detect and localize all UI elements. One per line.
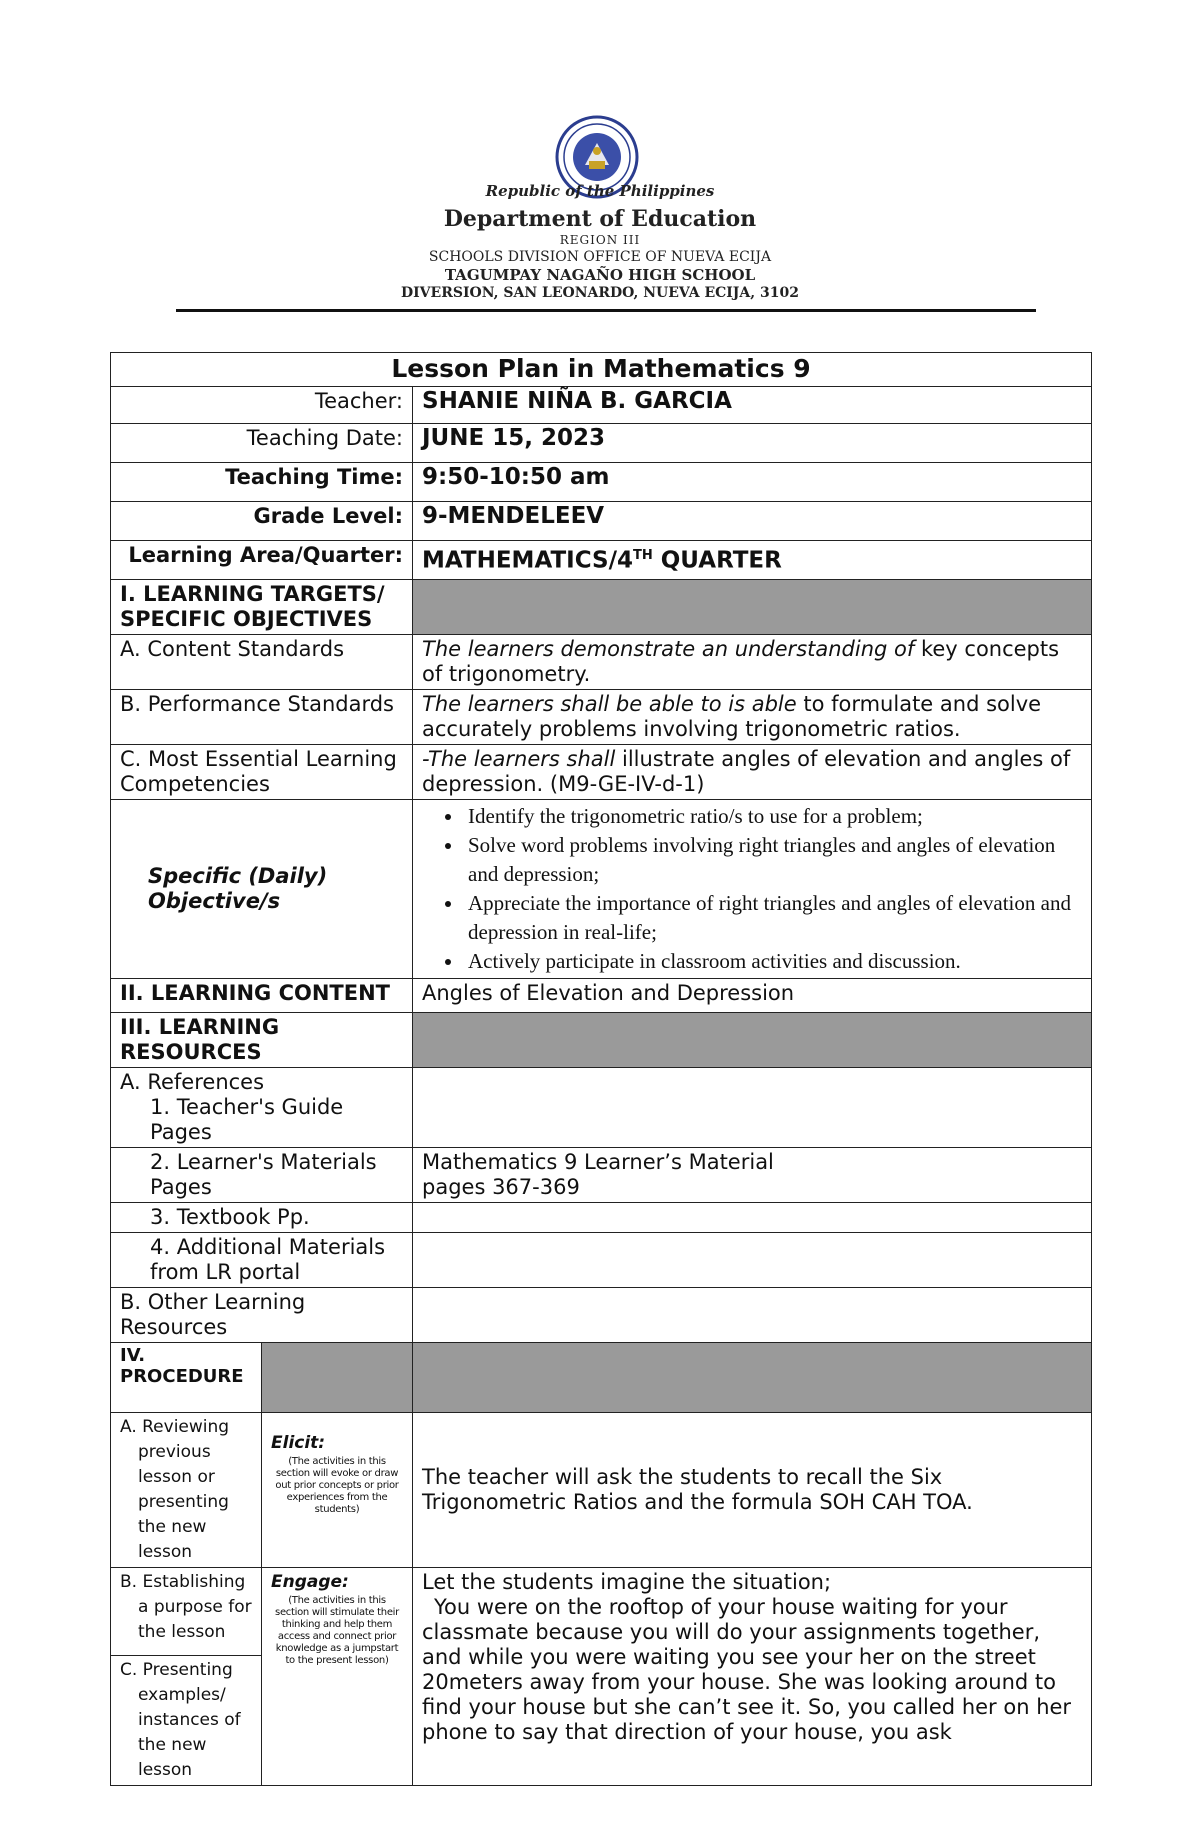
review-text: The teacher will ask the students to recall the Six Trigonometric Ratios and the formula SOH CAH TOA. <box>413 1413 1092 1568</box>
objective-item: • Solve word problems involving right triangles and angles of elevation and depression; <box>464 831 1082 889</box>
objective-item: • Appreciate the importance of right triangles and angles of elevation and depression in real-life; <box>464 889 1082 947</box>
review-label: A. Reviewing previous lesson or presenting the new lesson <box>111 1413 262 1568</box>
additional-materials-value <box>413 1233 1092 1288</box>
engage-title: Engage: <box>271 1572 349 1592</box>
textbook-value <box>413 1203 1092 1233</box>
engage-text: You were on the rooftop of your house waiting for your classmate because you will do your assignments together, and while you were waiting you see your her on the street 20meters away from your house. She was looking around to find your house but she can’t see it. So, you called her on her phone to say that direction of your house, you ask <box>422 1595 1072 1744</box>
lesson-plan-table <box>110 352 1092 1786</box>
elicit-title: Elicit: <box>271 1433 326 1453</box>
letterhead <box>0 0 1200 320</box>
address-line: DIVERSION, SAN LEONARDO, NUEVA ECIJA, 3102 <box>400 285 800 301</box>
elicit-note: (The activities in this section will evoke or draw out prior concepts or prior experiences from the students) <box>275 1456 399 1515</box>
republic-line: Republic of the Philippines <box>485 182 715 200</box>
competencies-label: C. Most Essential Learning Competencies <box>111 745 413 800</box>
content-standards-value: The learners demonstrate an understanding of key concepts of trigonometry. <box>413 635 1092 690</box>
teacher-label: Teacher: <box>111 387 413 424</box>
targets-heading: I. LEARNING TARGETS/ SPECIFIC OBJECTIVES <box>111 580 413 635</box>
procedure-heading-fill-right <box>413 1343 1092 1413</box>
other-resources-label: B. Other Learning Resources <box>111 1288 413 1343</box>
lm-pages-value: Mathematics 9 Learner’s Material pages 367-369 <box>413 1148 1092 1203</box>
lm-pages-label: 2. Learner's Materials Pages <box>111 1148 413 1203</box>
date-value: JUNE 15, 2023 <box>413 424 1092 463</box>
procedure-heading-fill <box>262 1343 413 1413</box>
objectives-label: Specific (Daily) Objective/s <box>111 800 413 979</box>
engage-cell <box>262 1568 413 1786</box>
grade-label: Grade Level: <box>111 502 413 541</box>
division-line: SCHOOLS DIVISION OFFICE OF NUEVA ECIJA <box>428 249 772 265</box>
content-standards-label: A. Content Standards <box>111 635 413 690</box>
area-label: Learning Area/Quarter: <box>111 541 413 580</box>
school-line: TAGUMPAY NAGAÑO HIGH SCHOOL <box>444 266 756 284</box>
elicit-cell <box>262 1413 413 1568</box>
targets-heading-fill <box>413 580 1092 635</box>
engage-note: (The activities in this section will stimulate their thinking and help them access and connect prior knowledge as a jumpstart to the present lesson) <box>275 1595 399 1666</box>
plan-title: Lesson Plan in Mathematics 9 <box>111 353 1092 387</box>
other-resources-value <box>413 1288 1092 1343</box>
resources-heading-fill <box>413 1013 1092 1068</box>
letterhead-divider <box>176 309 1036 312</box>
objective-item: • Actively participate in classroom activities and discussion. <box>464 947 1082 976</box>
references-heading: A. References <box>120 1070 265 1094</box>
grade-value: 9-MENDELEEV <box>413 502 1092 541</box>
tg-pages-value <box>413 1068 1092 1148</box>
time-value: 9:50-10:50 am <box>413 463 1092 502</box>
objective-item: • Identify the trigonometric ratio/s to use for a problem; <box>464 802 1082 831</box>
textbook-label: 3. Textbook Pp. <box>111 1203 413 1233</box>
date-label: Teaching Date: <box>111 424 413 463</box>
examples-label: C. Presenting examples/ instances of the new lesson <box>111 1656 262 1786</box>
performance-standards-label: B. Performance Standards <box>111 690 413 745</box>
teacher-value: SHANIE NIÑA B. GARCIA <box>413 387 1092 424</box>
department-line: Department of Education <box>443 206 757 232</box>
engage-line1: Let the students imagine the situation; <box>422 1570 832 1594</box>
additional-materials-label: 4. Additional Materials from LR portal <box>111 1233 413 1288</box>
objectives-list <box>422 802 1082 976</box>
region-line: REGION III <box>559 233 641 247</box>
procedure-heading: IV. PROCEDURE <box>111 1343 262 1413</box>
objectives-value <box>413 800 1092 979</box>
resources-heading: III. LEARNING RESOURCES <box>111 1013 413 1068</box>
area-value: MATHEMATICS/4TH QUARTER <box>413 541 1092 580</box>
tg-pages-label: 1. Teacher's Guide Pages <box>150 1095 344 1144</box>
purpose-label: B. Establishing a purpose for the lesson <box>111 1568 262 1656</box>
engage-text-cell <box>413 1568 1092 1786</box>
content-heading: II. LEARNING CONTENT <box>111 979 413 1013</box>
competencies-value: -The learners shall illustrate angles of elevation and angles of depression. (M9-GE-IV-d-1) <box>413 745 1092 800</box>
references-label <box>111 1068 413 1148</box>
time-label: Teaching Time: <box>111 463 413 502</box>
content-value: Angles of Elevation and Depression <box>413 979 1092 1013</box>
performance-standards-value: The learners shall be able to is able to formulate and solve accurately problems involving trigonometric ratios. <box>413 690 1092 745</box>
